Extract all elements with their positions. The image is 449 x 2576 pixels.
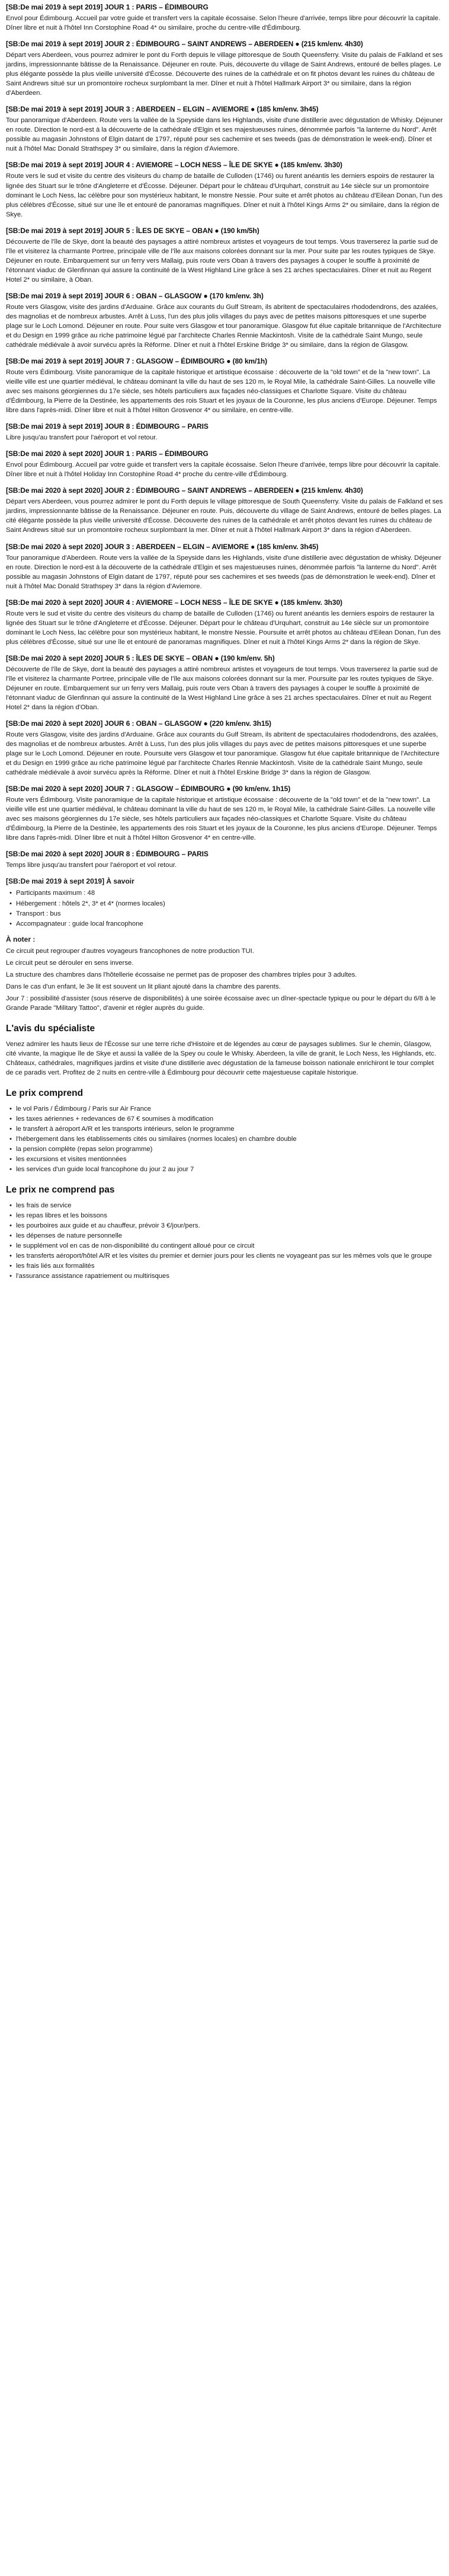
day-entry: [6, 422, 443, 442]
day-body: Envol pour Édimbourg. Accueil par votre guide et transfert vers la capitale écossaise. Selon l'heure d'arrivée, temps libre pour découvrir la capitale. Dîner libre et nuit à l'hôtel Holiday Inn Corstophine Road 4* proche du centre-ville d'Édimbourg.: [6, 461, 441, 479]
list-item: • le vol Paris / Édimbourg / Paris sur Air France: [16, 1104, 443, 1114]
a-noter-title: À noter :: [6, 935, 36, 943]
day-entry: [6, 356, 443, 415]
day-entry: [6, 449, 443, 479]
list-item: • les taxes aériennes + redevances de 67 € soumises à modification: [16, 1114, 443, 1124]
list-item: • Accompagnateur : guide local francophone: [16, 919, 443, 929]
a-noter-paragraph: La structure des chambres dans l'hôtellerie écossaise ne permet pas de proposer des chambres triples pour 3 adultes.: [6, 971, 357, 978]
day-entry: [6, 160, 443, 219]
list-item: • les repas libres et les boissons: [16, 1211, 443, 1220]
day-entry: [6, 653, 443, 712]
list-item: • les frais de service: [16, 1201, 443, 1210]
price-excludes-section: [6, 1184, 443, 1281]
list-item: • les transferts aéroport/hôtel A/R et les visites du premier et dernier jours pour les clients ne voyageant pas sur les mêmes vols que le groupe: [16, 1251, 443, 1261]
day-entry: [6, 784, 443, 843]
a-savoir-section: [6, 876, 443, 928]
day-body: Découverte de l'île de Skye, dont la beauté des paysages a attiré nombreux artistes et voyageurs de tout temps. Vous traverserez la partie sud de l'île et visiterez la charmante Portree, principale ville de l'île aux maisons colorées donnant sur la mer. Poursuite par les routes typiques de Skye. Déjeuner en route. Embarquement sur un ferry vers Mallaig, puis route vers Oban à travers des paysages à couper le souffle à proximité de l'étonnant viaduc de Glenfinnan qui assure la continuité de la West Highland Line grâce à ses 21 arches spectaculaires. Dîner et nuit au Regent Hotel 2* dans la région d'Oban.: [6, 665, 438, 711]
price-excludes-list: [6, 1201, 443, 1281]
a-noter-paragraph: Jour 7 : possibilité d'assister (sous réserve de disponibilités) à une soirée écossaise avec un dîner-spectacle typique ou pour le départ du 6/8 à le Grande Parade "Military Tattoo", d'avenir et régler auprès du guide.: [6, 994, 436, 1012]
list-item: • les services d'un guide local francophone du jour 2 au jour 7: [16, 1165, 443, 1174]
day-body: Libre jusqu'au transfert pour l'aéroport et vol retour.: [6, 434, 158, 442]
day-entry: [6, 291, 443, 350]
specialist-advice-title: L'avis du spécialiste: [6, 1023, 95, 1034]
list-item: • Transport : bus: [16, 909, 443, 919]
day-body: Départ vers Aberdeen, vous pourrez admirer le pont du Forth depuis le village pittoresque de South Queensferry. Visite du palais de Falkland et ses jardins, impressionnante bâtisse de la Renaissance. Déjeuner en route. Puis, découverte du village de Saint Andrews, entouré de belles plages. Le plus élégante possède la plus vieille université d'Écosse. Découverte des ruines de la cathédrale et on fit photos devant les ruines du château de Saint Andrews situé sur un promontoire rocheux surplombant la mer. Dîner et nuit à l'hôtel Hallmark Airport 3* ou similaire, dans la région d'Aberdeen.: [6, 52, 443, 97]
day-heading: [SB:De mai 2019 à sept 2019] JOUR 1 : PARIS – ÉDIMBOURG: [6, 3, 209, 11]
day-heading: [SB:De mai 2020 à sept 2020] JOUR 8 : ÉDIMBOURG – PARIS: [6, 850, 209, 859]
a-savoir-list: [6, 888, 443, 928]
day-body: Départ vers Aberdeen, vous pourrez admirer le pont du Forth depuis le village pittoresque de South Queensferry. Visite du palais de Falkland et ses jardins, impressionnante bâtisse de la Renaissance. Déjeuner en route. Puis, découverte du village de Saint Andrews, entouré de belles plages. La cité élégante possède la plus vieille université d'Écosse. Découverte des ruines de la cathédrale et arrêt photos devant les ruines du château de Saint Andrews situé sur un promontoire rocheux surplombant la mer. Dîner et nuit à l'hôtel Hallmark Airport 3* dans la région d'Aberdeen.: [6, 498, 443, 534]
itinerary-2020: [6, 449, 443, 870]
day-body: Découverte de l'île de Skye, dont la beauté des paysages a attiré nombreux artistes et voyageurs de tout temps. Vous traverserez la partie sud de l'île et visiterez la charmante Portree, principale ville de l'île aux maisons colorées donnant sur la mer. Pour suite par les routes typiques de Skye. Déjeuner en route. Embarquement sur un ferry vers Mallaig, puis route vers Oban à travers des paysages à couper le souffle à proximité de l'étonnant viaduc de Glenfinnan qui assure la continuité de la West Highland Line grâce à ses 21 arches spectaculaires. Dîner et nuit au Regent Hotel 2* ou similaire, à Oban.: [6, 238, 438, 283]
price-includes-list: [6, 1104, 443, 1174]
a-savoir-heading: [SB:De mai 2019 à sept 2019] À savoir: [6, 877, 134, 886]
day-body: Tour panoramique d'Aberdeen. Route vers la vallée de la Speyside dans les Highlands, visite d'une distillerie avec dégustation de Whisky. Déjeuner en route. Direction le nord-est à la découverte de la cathédrale d'Elgin et ses majestueuses ruines, dénommée parfois "la lanterne du Nord". Arrêt possible au magasin Johnstons of Elgin datant de 1797, réputé pour ses cachemire et ses tweeds (pas de démonstration le week-end). Dîner et nuit à l'hôtel Mac Donald Strathspey 3* ou similaire, dans la région d'Aviemore.: [6, 117, 443, 153]
day-body: Temps libre jusqu'au transfert pour l'aéroport et vol retour.: [6, 862, 177, 869]
list-item: • le transfert à aéroport A/R et les transports intérieurs, selon le programme: [16, 1124, 443, 1134]
list-item: • la pension complète (repas selon programme): [16, 1144, 443, 1154]
day-heading: [SB:De mai 2019 à sept 2019] JOUR 8 : ÉDIMBOURG – PARIS: [6, 422, 209, 431]
list-item: • les pourboires aux guide et au chauffeur, prévoir 3 €/jour/pers.: [16, 1221, 443, 1230]
itinerary-2019: [6, 2, 443, 442]
day-body: Route vers Glasgow, visite des jardins d'Arduaine. Grâce aux courants du Gulf Stream, ils abritent de spectaculaires rhododendrons, des azalées, des magnolias et de nombreux arbustes. Arrêt à Luss, l'un des plus jolis villages du pays avec de petites maisons pittoresques et une superbe plage sur le Loch Lomond. Déjeuner en route. Pour suite vers Glasgow et tour panoramique. Glasgow fut élue capitale britannique de l'Architecture et du Design en 1999 grâce au riche patrimoine légué par l'architecte Charles Rennie Mackintosh. Visite de la cathédrale Saint Mungo, seule cathédrale médiévale à avoir survécu après la Réforme. Dîner et nuit à l'hôtel Erskine Bridge 3* ou similaire, dans la région de Glasgow.: [6, 303, 441, 349]
day-heading: [SB:De mai 2019 à sept 2019] JOUR 7 : GLASGOW – ÉDIMBOURG ● (80 km/1h): [6, 357, 268, 365]
price-includes-title: Le prix comprend: [6, 1088, 84, 1098]
day-entry: [6, 849, 443, 870]
specialist-advice-paragraph: Venez admirer les hauts lieux de l'Écosse sur une terre riche d'Histoire et de légendes au cœur de paysages sublimes. Sur le chemin, Glasgow, cité vivante, la magique île de Skye et aussi la vallée de la Spey ou coule le Whisky. Aberdeen, la ville de granit, le Loch Ness, les Highlands, etc. Châteaux, cathédrales, magnifiques jardins et visite d'une distillerie avec dégustation de la fameuse boisson nationale enrichiront le tour complet de ce paradis vert. Profitez de 2 nuits en centre-ville à Édimbourg pour découvrir cette majestueuse capitale historique.: [6, 1040, 437, 1076]
a-noter-paragraph: Le circuit peut se dérouler en sens inverse.: [6, 959, 134, 967]
price-includes-section: [6, 1087, 443, 1174]
day-entry: [6, 542, 443, 591]
day-body: Route vers Édimbourg. Visite panoramique de la capitale historique et artistique écossaise : découverte de la "old town" et de la "new town". La vieille ville est une quartier médiéval, le château dominant la ville du haut de ses 120 m, le Royal Mile, la cathédrale Saint-Gilles. La nouvelle ville avec ses maisons géorgiennes du 17e siècle, ses hôtels particuliers aux façades néo-classiques et Charlotte Square. Visite du château d'Édimbourg, la Pierre de la Destinée, les appartements des rois Stuart et les joyaux de la Couronne, les plus anciens d'Europe. Déjeuner. Temps libre dans l'après-midi. Dîner libre et nuit à l'hôtel Hilton Grosvenor 4* en centre-ville.: [6, 796, 437, 842]
list-item: • les frais liés aux formalités: [16, 1261, 443, 1271]
price-excludes-title: Le prix ne comprend pas: [6, 1185, 115, 1195]
day-heading: [SB:De mai 2019 à sept 2019] JOUR 4 : AVIEMORE – LOCH NESS – ÎLE DE SKYE ● (185 km/env. 3h30): [6, 161, 342, 170]
day-heading: [SB:De mai 2019 à sept 2019] JOUR 5 : ÎLES DE SKYE – OBAN ● (190 km/5h): [6, 226, 259, 235]
day-entry: [6, 486, 443, 535]
list-item: • les excursions et visites mentionnées: [16, 1155, 443, 1164]
specialist-advice-section: [6, 1022, 443, 1077]
day-body: Route vers le sud et visite du centre des visiteurs du champ de bataille de Culloden (1746) ou furent anéantis les derniers espoirs de restaurer la lignée des Stuart sur le trône d'Angleterre et d'Écosse. Déjeuner. Départ pour le château d'Urquhart, construit au 14e siècle sur un promontoire dominant le Loch Ness, lac célèbre pour son mystérieux habitant, le monstre Nessie. Pour suite et arrêt photos au château d'Eilean Donan, l'un des plus célèbres d'Écosse, situé sur une île et entouré de panoramas magnifiques. Dîner et nuit à l'hôtel Kings Arms 2* ou similaire, dans la région de Skye.: [6, 173, 443, 218]
day-body: Route vers Glasgow, visite des jardins d'Arduaine. Grâce aux courants du Gulf Stream, ils abritent de spectaculaires rhododendrons, des azalées, des magnolias et de nombreux arbustes. Arrêt à Luss, l'un des plus jolis villages du pays avec de petites maisons pittoresques et une superbe plage sur le Loch Lomond. Déjeuner en route. Poursuite vers Glasgow et tour panoramique. Glasgow fut élue capitale britannique de l'Architecture et du Design en 1999 grâce au riche patrimoine légué par l'architecte Charles Rennie Mackintosh. Visite de la cathédrale Saint Mungo, seule cathédrale médiévale à avoir survécu après la Réforme. Dîner et nuit à l'hôtel Erskine Bridge 3* dans la région de Glasgow.: [6, 731, 440, 777]
day-body: Route vers Édimbourg. Visite panoramique de la capitale historique et artistique écossaise : découverte de la "old town" et de la "new town". La vieille ville est une quartier médiéval, le château dominant la ville du haut de ses 120 m, le Royal Mile, la cathédrale Saint-Gilles. La nouvelle ville avec ses maisons géorgiennes du 17e siècle, ses hôtels particuliers aux façades néo-classiques et Charlotte Square. Visite du château d'Édimbourg, la Pierre de la Destinée, les appartements des rois Stuart et les joyaux de la Couronne, les plus anciens d'Europe. Déjeuner. Temps libre dans l'après-midi. Dîner libre et nuit à l'hôtel Hilton Grosvenor 4* ou similaire, en centre-ville.: [6, 369, 437, 415]
day-body: Tour panoramique d'Aberdeen. Route vers la vallée de la Speyside dans les Highlands, visite d'une distillerie avec dégustation de whisky. Déjeuner en route. Direction le nord-est à la découverte de la cathédrale d'Elgin et ses majestueuses ruines, dénommée parfois "la lanterne du Nord". Arrêt possible au magasin Johnstons of Elgin datant de 1797, réputé pour ses cachemires et ses tweeds (pas de démonstration le week-end). Dîner et nuit à l'hôtel Mac Donald Strathspey 3* dans la région d'Aviemore.: [6, 554, 442, 590]
a-noter-paragraph: Ce circuit peut regrouper d'autres voyageurs francophones de notre production TUI.: [6, 947, 254, 955]
list-item: • l'assurance assistance rapatriement ou multirisques: [16, 1271, 443, 1281]
list-item: • Hébergement : hôtels 2*, 3* et 4* (normes locales): [16, 899, 443, 908]
day-heading: [SB:De mai 2019 à sept 2019] JOUR 6 : OBAN – GLASGOW ● (170 km/env. 3h): [6, 291, 264, 300]
day-entry: [6, 598, 443, 647]
day-heading: [SB:De mai 2019 à sept 2019] JOUR 3 : ABERDEEN – ELGIN – AVIEMORE ● (185 km/env. 3h45): [6, 105, 319, 114]
list-item: • les dépenses de nature personnelle: [16, 1231, 443, 1241]
day-heading: [SB:De mai 2019 à sept 2019] JOUR 2 : ÉDIMBOURG – SAINT ANDREWS – ABERDEEN ● (215 km/env. 4h30): [6, 40, 363, 49]
day-entry: [6, 39, 443, 98]
list-item: • Participants maximum : 48: [16, 888, 443, 898]
day-body: Envol pour Édimbourg. Accueil par votre guide et transfert vers la capitale écossaise. Selon l'heure d'arrivée, temps libre pour découvrir la capitale. Dîner libre et nuit à l'hôtel Inn Corstophine Road 4* ou similaire, proche du centre-ville d'Édimbourg.: [6, 15, 441, 32]
day-heading: [SB:De mai 2020 à sept 2020] JOUR 5 : ÎLES DE SKYE – OBAN ● (190 km/env. 5h): [6, 653, 275, 662]
a-noter-paragraph: Dans le cas d'un enfant, le 3e lit est souvent un lit pliant ajouté dans la chambre des parents.: [6, 983, 281, 990]
a-noter-section: [6, 935, 443, 1013]
day-heading: [SB:De mai 2020 à sept 2020] JOUR 2 : ÉDIMBOURG – SAINT ANDREWS – ABERDEEN ● (215 km/env. 4h30): [6, 486, 363, 495]
day-entry: [6, 104, 443, 154]
day-entry: [6, 226, 443, 285]
list-item: • le supplément vol en cas de non-disponibilité du contingent alloué pour ce circuit: [16, 1241, 443, 1251]
day-entry: [6, 719, 443, 777]
day-heading: [SB:De mai 2020 à sept 2020] JOUR 4 : AVIEMORE – LOCH NESS – ÎLE DE SKYE ● (185 km/env. 3h30): [6, 598, 342, 607]
day-entry: [6, 2, 443, 33]
day-heading: [SB:De mai 2020 à sept 2020] JOUR 6 : OBAN – GLASGOW ● (220 km/env. 3h15): [6, 719, 271, 728]
list-item: • l'hébergement dans les établissements cités ou similaires (normes locales) en chambre double: [16, 1134, 443, 1144]
day-body: Route vers le sud et visite du centre des visiteurs du champ de bataille de Culloden (1746) ou furent anéantis les derniers espoirs de restaurer la lignée des Stuart sur le trône d'Angleterre et d'Écosse. Déjeuner. Départ pour le château d'Urquhart, construit au 14e siècle sur un promontoire dominant le Loch Ness, lac célèbre pour son mystérieux habitant, le monstre Nessie. Poursuite et arrêt photos au château d'Eilean Donan, l'un des plus célèbres d'Écosse, situé sur une île et entouré de panoramas magnifiques. Dîner et nuit à l'hôtel Kings Arms 2* dans la région de Skye.: [6, 610, 441, 646]
day-heading: [SB:De mai 2020 à sept 2020] JOUR 7 : GLASGOW – ÉDIMBOURG ● (90 km/env. 1h15): [6, 785, 291, 793]
day-heading: [SB:De mai 2020 à sept 2020] JOUR 3 : ABERDEEN – ELGIN – AVIEMORE ● (185 km/env. 3h45): [6, 542, 319, 551]
day-heading: [SB:De mai 2020 à sept 2020] JOUR 1 : PARIS – ÉDIMBOURG: [6, 449, 209, 458]
